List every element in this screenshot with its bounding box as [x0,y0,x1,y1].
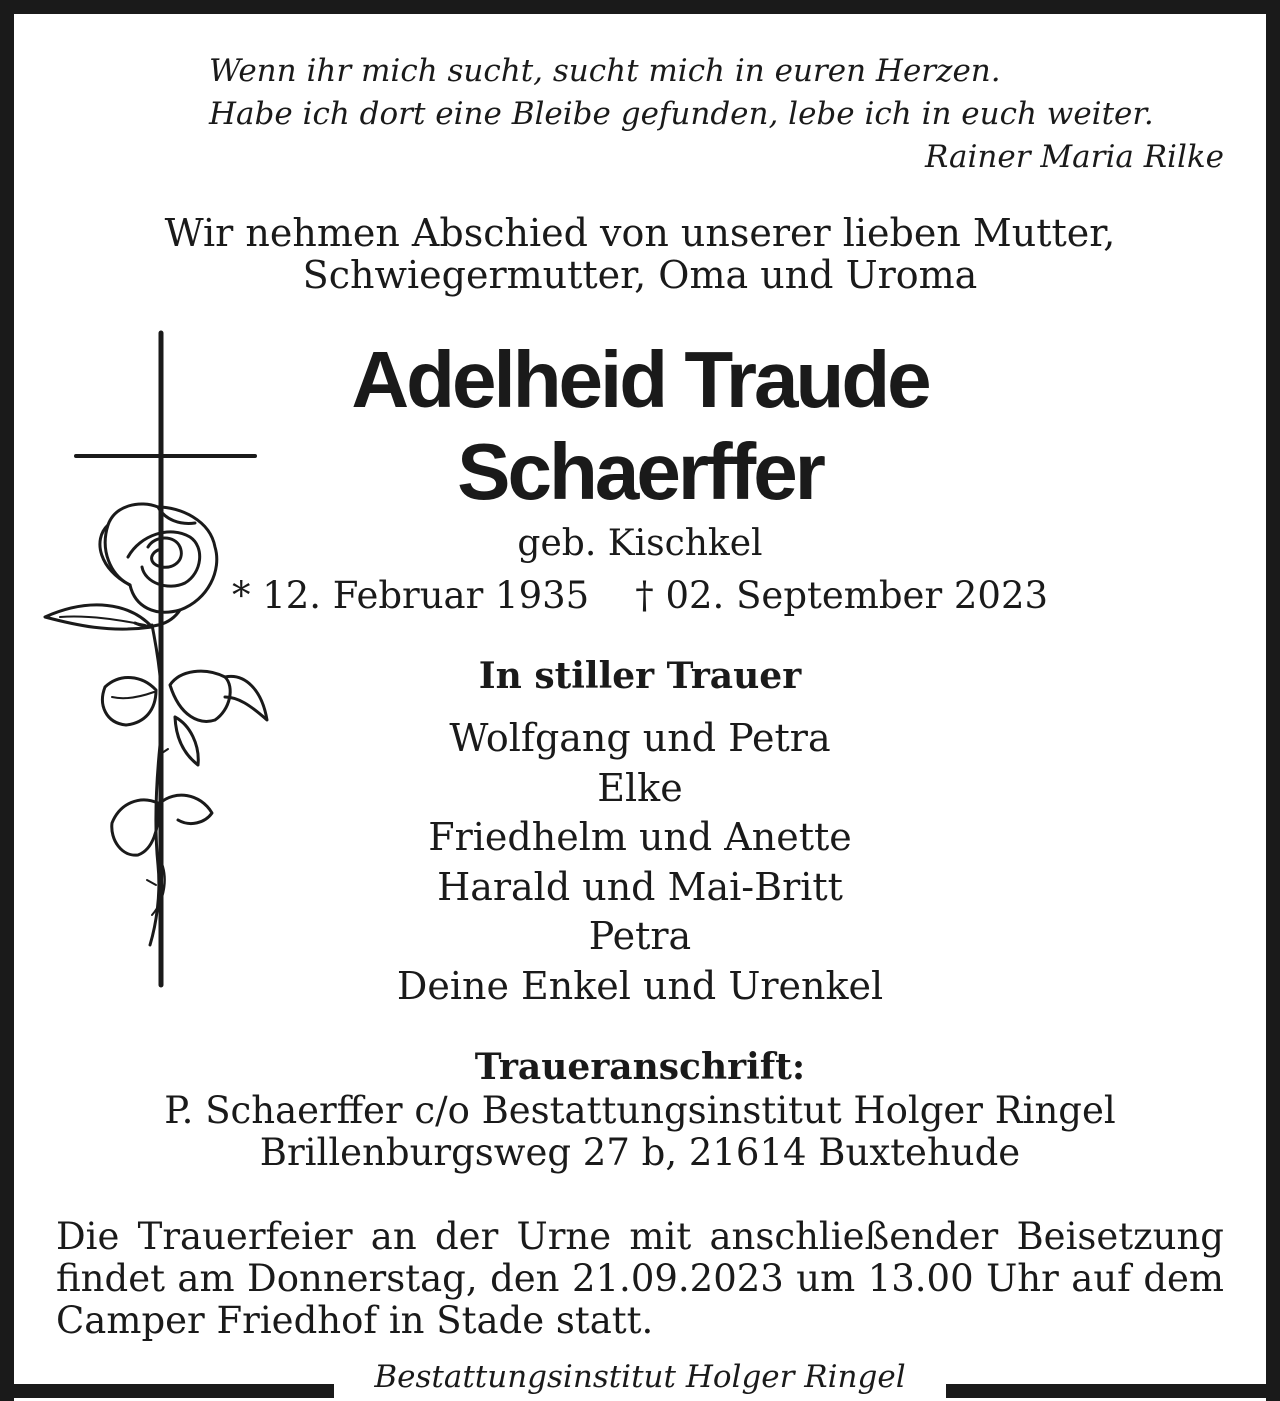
intro-line-2: Schwiegermutter, Oma und Uroma [302,253,978,297]
address-line-1: P. Schaerffer c/o Bestattungsinstitut Holger Ringel [164,1089,1116,1132]
undertaker-name: Bestattungsinstitut Holger Ringel [374,1359,906,1395]
mourner: Deine Enkel und Urenkel [396,963,884,1008]
quote-line-1: Wenn ihr mich sucht, sucht mich in euren Herzen. [209,53,1001,89]
mourner: Wolfgang und Petra [449,716,831,760]
ceremony-details: Die Trauerfeier an der Urne mit anschließender Beisetzung findet am Donnerstag, den 21.09.2023 um 13.00 Uhr auf dem Camper Friedhof in Stade statt. [56,1215,1224,1342]
address-title: Traueranschrift: [474,1046,806,1088]
farewell-intro [0,212,1280,296]
mourner: Harald und Mai-Britt [437,864,843,909]
birth-date: * 12. Februar 1935 [231,574,590,617]
mourning-title: In stiller Trauer [478,655,802,697]
maiden-name: geb. Kischkel [517,523,763,564]
frame-right [1266,0,1280,1401]
address-line-2: Brillenburgsweg 27 b, 21614 Buxtehude [259,1131,1021,1174]
life-dates [0,574,1280,618]
mourner: Friedhelm und Anette [428,815,852,859]
rilke-quote [56,50,1224,179]
mourning-address [0,1090,1280,1174]
mourners-list [0,714,1280,1011]
mourner: Elke [597,765,683,810]
mourner: Petra [588,914,692,958]
frame-top [0,0,1280,14]
name-line-1: Adelheid Traude [351,335,929,424]
quote-author: Rainer Maria Rilke [924,139,1224,175]
deceased-name [0,334,1280,518]
frame-bottom-left [0,1384,334,1398]
name-line-2: Schaerffer [457,427,823,516]
frame-bottom-right [946,1384,1280,1398]
intro-line-1: Wir nehmen Abschied von unserer lieben Mutter, [164,211,1116,255]
death-date: † 02. September 2023 [635,574,1049,617]
quote-line-2: Habe ich dort eine Bleibe gefunden, lebe ich in euch weiter. [209,96,1154,132]
frame-left [0,0,14,1401]
